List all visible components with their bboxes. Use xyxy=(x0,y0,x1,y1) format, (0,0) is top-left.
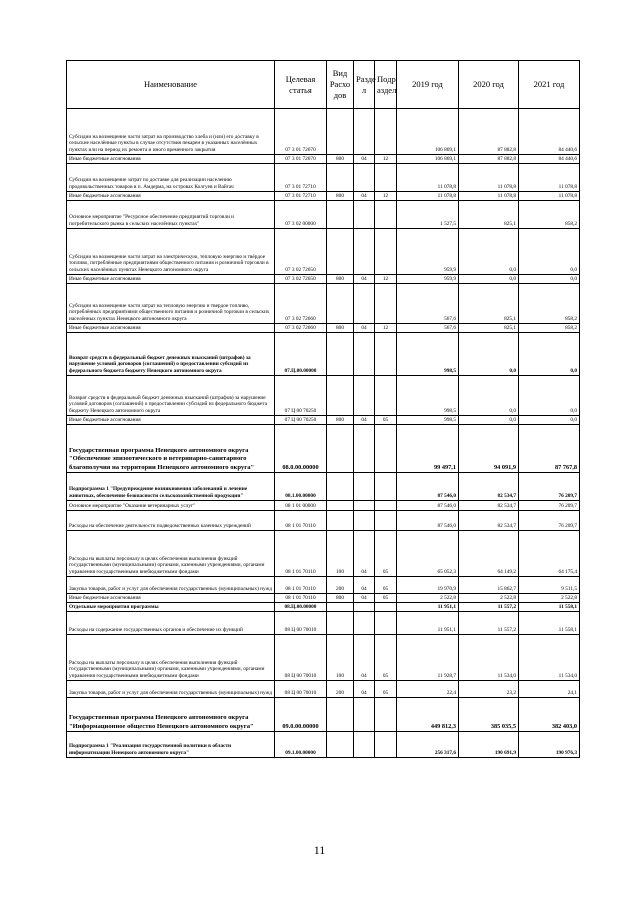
cell-2021: 0,0 xyxy=(519,416,580,425)
cell-name: Расходы на обеспечение деятельности подведомственных казенных учреждений xyxy=(67,511,275,531)
table-row xyxy=(67,681,580,698)
cell-razdel: 04 xyxy=(354,681,375,698)
table-body xyxy=(67,109,580,758)
cell-2021: 84 440,6 xyxy=(519,109,580,155)
cell-vid xyxy=(327,732,354,758)
cell-2020: 11 078,8 xyxy=(459,192,519,201)
col-header-vid: Вид Расхо дов xyxy=(327,61,354,109)
cell-target: 08.1.00.00000 xyxy=(275,473,327,501)
cell-target: 07 3 01 72670 xyxy=(275,155,327,164)
cell-target: 09.0.00.00000 xyxy=(275,698,327,732)
cell-target: 07 Ц 00 70250 xyxy=(275,376,327,416)
cell-2021: 11 558,1 xyxy=(519,612,580,635)
cell-2021: 87 767,8 xyxy=(519,425,580,473)
cell-target: 09.1.00.00000 xyxy=(275,732,327,758)
table-row xyxy=(67,473,580,501)
cell-2020: 0,0 xyxy=(459,376,519,416)
cell-target: 08 1 01 70110 xyxy=(275,531,327,577)
cell-podrazdel: 05 xyxy=(375,635,397,681)
col-header-2020: 2020 год xyxy=(459,61,519,109)
table-row xyxy=(67,416,580,425)
cell-2021: 858,2 xyxy=(519,201,580,229)
cell-vid xyxy=(327,501,354,511)
cell-target: 08 1 01 70110 xyxy=(275,594,327,603)
cell-target: 07 3 01 72670 xyxy=(275,109,327,155)
cell-2020: 190 691,9 xyxy=(459,732,519,758)
cell-target: 07 3 02 72660 xyxy=(275,284,327,324)
cell-razdel xyxy=(354,229,375,275)
cell-2019: 998,5 xyxy=(397,333,459,376)
col-header-podrazdel: Подр аздел xyxy=(375,61,397,109)
col-header-target: Целевая статья xyxy=(275,61,327,109)
col-header-name: Наименование xyxy=(67,61,275,109)
table-row xyxy=(67,155,580,164)
cell-vid: 800 xyxy=(327,275,354,284)
table-row xyxy=(67,284,580,324)
cell-podrazdel xyxy=(375,612,397,635)
cell-target: 08.0.00.00000 xyxy=(275,425,327,473)
cell-2021: 0,0 xyxy=(519,229,580,275)
cell-razdel: 04 xyxy=(354,192,375,201)
cell-target: 07 3 01 72710 xyxy=(275,164,327,192)
cell-2021: 858,2 xyxy=(519,324,580,333)
cell-razdel xyxy=(354,284,375,324)
cell-vid xyxy=(327,376,354,416)
table-row xyxy=(67,732,580,758)
cell-razdel xyxy=(354,473,375,501)
table-row xyxy=(67,531,580,577)
cell-razdel: 04 xyxy=(354,531,375,577)
cell-target: 07.Ц.00.00000 xyxy=(275,333,327,376)
cell-2019: 959,9 xyxy=(397,229,459,275)
cell-name: Основное мероприятие "Оказание ветеринарных услуг" xyxy=(67,501,275,511)
cell-2020: 11 534,0 xyxy=(459,635,519,681)
cell-2020: 385 035,5 xyxy=(459,698,519,732)
cell-razdel xyxy=(354,732,375,758)
cell-target: 08.Ц.00.00000 xyxy=(275,603,327,612)
cell-vid xyxy=(327,511,354,531)
cell-2019: 19 970,9 xyxy=(397,577,459,594)
table-row xyxy=(67,501,580,511)
cell-name: Субсидии на возмещение затрат по доставке для реализации населению продовольственных товаров в п. Амдерма, на островах Колгуев и Вайгач xyxy=(67,164,275,192)
cell-name: Возврат средств в федеральный бюджет денежных взысканий (штрафов) за нарушение условий договоров (соглашений) о предоставлении субсидий из федерального бюджета бюджету Ненецкого автономного округа xyxy=(67,376,275,416)
table-row xyxy=(67,603,580,612)
cell-2021: 858,2 xyxy=(519,284,580,324)
budget-table xyxy=(66,60,580,758)
cell-2020: 11 557,2 xyxy=(459,603,519,612)
cell-vid: 200 xyxy=(327,577,354,594)
cell-name: Подпрограмма 1 "Предупреждение возникновения заболеваний и лечение животных, обеспечение безопасности сельскохозяйственной продукции" xyxy=(67,473,275,501)
cell-2019: 106 869,1 xyxy=(397,155,459,164)
cell-razdel: 04 xyxy=(354,155,375,164)
cell-2020: 0,0 xyxy=(459,275,519,284)
cell-name: Иные бюджетные ассигнования xyxy=(67,155,275,164)
cell-podrazdel xyxy=(375,109,397,155)
cell-podrazdel xyxy=(375,333,397,376)
cell-razdel xyxy=(354,201,375,229)
cell-2019: 449 812,3 xyxy=(397,698,459,732)
cell-2019: 1 527,5 xyxy=(397,201,459,229)
cell-2020: 64 149,2 xyxy=(459,531,519,577)
cell-name: Расходы на содержание государственных органов и обеспечение их функций xyxy=(67,612,275,635)
cell-podrazdel xyxy=(375,376,397,416)
cell-razdel xyxy=(354,501,375,511)
cell-name: Государственная программа Ненецкого автономного округа "Информационное общество Ненецкого автономного округа" xyxy=(67,698,275,732)
cell-razdel xyxy=(354,612,375,635)
table-row xyxy=(67,324,580,333)
cell-vid xyxy=(327,425,354,473)
cell-2020: 87 882,8 xyxy=(459,155,519,164)
cell-target: 07 3 02 72650 xyxy=(275,229,327,275)
table-row xyxy=(67,425,580,473)
cell-podrazdel xyxy=(375,425,397,473)
cell-podrazdel xyxy=(375,501,397,511)
cell-target: 08 Ц 00 70010 xyxy=(275,681,327,698)
cell-2020: 825,1 xyxy=(459,324,519,333)
cell-vid xyxy=(327,612,354,635)
cell-name: Возврат средств в федеральный бюджет денежных взысканий (штрафов) за нарушение условий договоров (соглашений) о предоставлении субсидий из федерального бюджета бюджету Ненецкого автономного округа xyxy=(67,333,275,376)
cell-podrazdel: 05 xyxy=(375,577,397,594)
cell-podrazdel xyxy=(375,164,397,192)
cell-vid xyxy=(327,333,354,376)
cell-name: Расходы на выплаты персоналу в целях обеспечения выполнения функций государственными (муниципальными) органами, казенными учреждениями, органами управления государственными внебюджетными фондами xyxy=(67,635,275,681)
cell-name: Иные бюджетные ассигнования xyxy=(67,192,275,201)
cell-2021: 64 175,4 xyxy=(519,531,580,577)
cell-target: 07 3 01 72710 xyxy=(275,192,327,201)
table-row xyxy=(67,612,580,635)
cell-vid: 100 xyxy=(327,635,354,681)
table-row xyxy=(67,511,580,531)
cell-vid: 100 xyxy=(327,531,354,577)
cell-razdel: 04 xyxy=(354,577,375,594)
cell-vid xyxy=(327,229,354,275)
cell-2020: 0,0 xyxy=(459,333,519,376)
cell-2021: 11 078,8 xyxy=(519,192,580,201)
cell-target: 07 3 02 72660 xyxy=(275,324,327,333)
cell-target: 08 1 01 00000 xyxy=(275,501,327,511)
table-row xyxy=(67,109,580,155)
cell-razdel: 04 xyxy=(354,275,375,284)
cell-vid: 800 xyxy=(327,324,354,333)
col-header-2019: 2019 год xyxy=(397,61,459,109)
cell-2019: 87 546,0 xyxy=(397,511,459,531)
col-header-2021: 2021 год xyxy=(519,61,580,109)
cell-podrazdel: 12 xyxy=(375,192,397,201)
cell-2019: 87 546,0 xyxy=(397,501,459,511)
cell-podrazdel: 12 xyxy=(375,275,397,284)
table-row xyxy=(67,164,580,192)
cell-razdel xyxy=(354,376,375,416)
cell-razdel xyxy=(354,603,375,612)
cell-razdel: 04 xyxy=(354,324,375,333)
cell-vid xyxy=(327,473,354,501)
cell-podrazdel: 05 xyxy=(375,531,397,577)
table-row xyxy=(67,577,580,594)
cell-2019: 959,9 xyxy=(397,275,459,284)
cell-2020: 2 522,8 xyxy=(459,594,519,603)
cell-razdel xyxy=(354,164,375,192)
cell-target: 07 3 02 72650 xyxy=(275,275,327,284)
cell-vid xyxy=(327,164,354,192)
cell-razdel xyxy=(354,698,375,732)
cell-name: Расходы на выплаты персоналу в целях обеспечения выполнения функций государственными (муниципальными) органами, казенными учреждениями, органами управления государственными внебюджетными фондами xyxy=(67,531,275,577)
cell-vid: 800 xyxy=(327,416,354,425)
cell-razdel xyxy=(354,425,375,473)
cell-name: Иные бюджетные ассигнования xyxy=(67,324,275,333)
cell-2019: 11 951,1 xyxy=(397,612,459,635)
table-row xyxy=(67,229,580,275)
cell-podrazdel xyxy=(375,284,397,324)
cell-2020: 11 557,2 xyxy=(459,612,519,635)
cell-2020: 825,1 xyxy=(459,284,519,324)
col-header-razdel: Разде л xyxy=(354,61,375,109)
cell-2020: 82 534,7 xyxy=(459,501,519,511)
table-row xyxy=(67,376,580,416)
cell-vid: 800 xyxy=(327,192,354,201)
table-row xyxy=(67,201,580,229)
page-number: 11 xyxy=(313,843,326,857)
cell-name: Основное мероприятие "Ресурсное обеспечение предприятий торговли и потребительского рынка в сельских населённых пунктах" xyxy=(67,201,275,229)
cell-2020: 0,0 xyxy=(459,416,519,425)
table-row xyxy=(67,333,580,376)
cell-vid xyxy=(327,284,354,324)
cell-razdel xyxy=(354,333,375,376)
cell-podrazdel: 12 xyxy=(375,324,397,333)
cell-2021: 190 976,3 xyxy=(519,732,580,758)
cell-vid: 200 xyxy=(327,681,354,698)
cell-target: 07 3 02 00000 xyxy=(275,201,327,229)
table-row xyxy=(67,635,580,681)
cell-razdel: 04 xyxy=(354,416,375,425)
cell-name: Субсидии на возмещение части затрат на производство хлеба и (или) его доставку в сельские населённые пункты в случае отсутствия пекарен в указанных населённых пунктах или на период их ремонта и иного временного закрытия xyxy=(67,109,275,155)
cell-2019: 2 522,8 xyxy=(397,594,459,603)
cell-podrazdel xyxy=(375,201,397,229)
cell-razdel: 04 xyxy=(354,635,375,681)
cell-2020: 82 534,7 xyxy=(459,511,519,531)
cell-name: Отдельные мероприятия программы xyxy=(67,603,275,612)
cell-2019: 22,4 xyxy=(397,681,459,698)
cell-2019: 11 951,1 xyxy=(397,603,459,612)
table-row xyxy=(67,275,580,284)
cell-name: Иные бюджетные ассигнования xyxy=(67,275,275,284)
cell-2021: 76 209,7 xyxy=(519,473,580,501)
cell-2021: 11 558,1 xyxy=(519,603,580,612)
cell-target: 07 Ц 00 70250 xyxy=(275,416,327,425)
table-row xyxy=(67,594,580,603)
cell-2021: 0,0 xyxy=(519,376,580,416)
header-row xyxy=(67,61,580,109)
cell-razdel xyxy=(354,511,375,531)
cell-target: 08 1 01 70110 xyxy=(275,577,327,594)
cell-2019: 11 078,8 xyxy=(397,192,459,201)
cell-name: Субсидии на возмещение части затрат на электрическую, тепловую энергию и твёрдое топливо, потреблённые предприятиями общественного питания и розничной торговли в сельских населённых пунктах Ненецкого автономного округа xyxy=(67,229,275,275)
cell-2021: 84 440,6 xyxy=(519,155,580,164)
cell-2019: 87 546,0 xyxy=(397,473,459,501)
cell-podrazdel: 05 xyxy=(375,681,397,698)
cell-2019: 65 052,3 xyxy=(397,531,459,577)
cell-2019: 106 869,1 xyxy=(397,109,459,155)
cell-vid xyxy=(327,603,354,612)
cell-2021: 11 534,0 xyxy=(519,635,580,681)
cell-name: Подпрограмма 1 "Реализация государственной политики в области информатизации Ненецкого автономного округа" xyxy=(67,732,275,758)
cell-name: Государственная программа Ненецкого автономного округа "Обеспечение эпизоотического и ветеринарно-санитарного благополучия на территории Ненецкого автономного округа" xyxy=(67,425,275,473)
cell-razdel: 04 xyxy=(354,594,375,603)
cell-vid: 800 xyxy=(327,155,354,164)
cell-name: Закупка товаров, работ и услуг для обеспечения государственных (муниципальных) нужд xyxy=(67,681,275,698)
cell-name: Субсидии на возмещение части затрат на тепловую энергию и твердое топливо, потреблённых предприятиями общественного питания и розничной торговли в сельских населённых пунктах Ненецкого автономного округа xyxy=(67,284,275,324)
cell-2021: 9 511,5 xyxy=(519,577,580,594)
cell-2020: 15 862,7 xyxy=(459,577,519,594)
cell-2020: 23,2 xyxy=(459,681,519,698)
cell-2021: 76 209,7 xyxy=(519,501,580,511)
cell-2020: 11 078,8 xyxy=(459,164,519,192)
cell-2021: 382 403,0 xyxy=(519,698,580,732)
cell-2021: 0,0 xyxy=(519,275,580,284)
cell-2019: 998,5 xyxy=(397,376,459,416)
cell-2020: 87 882,8 xyxy=(459,109,519,155)
cell-2019: 11 928,7 xyxy=(397,635,459,681)
cell-razdel xyxy=(354,109,375,155)
cell-podrazdel: 12 xyxy=(375,155,397,164)
cell-name: Иные бюджетные ассигнования xyxy=(67,416,275,425)
cell-name: Закупка товаров, работ и услуг для обеспечения государственных (муниципальных) нужд xyxy=(67,577,275,594)
cell-vid xyxy=(327,109,354,155)
cell-2020: 0,0 xyxy=(459,229,519,275)
table-row xyxy=(67,698,580,732)
cell-2019: 11 078,8 xyxy=(397,164,459,192)
cell-podrazdel xyxy=(375,698,397,732)
cell-podrazdel xyxy=(375,473,397,501)
cell-name: Иные бюджетные ассигнования xyxy=(67,594,275,603)
cell-target: 08 Ц 00 70010 xyxy=(275,612,327,635)
cell-2021: 2 522,8 xyxy=(519,594,580,603)
cell-2019: 256 317,6 xyxy=(397,732,459,758)
cell-target: 08 1 01 70110 xyxy=(275,511,327,531)
cell-2021: 76 209,7 xyxy=(519,511,580,531)
cell-podrazdel xyxy=(375,229,397,275)
cell-podrazdel: 05 xyxy=(375,594,397,603)
cell-podrazdel xyxy=(375,511,397,531)
cell-2019: 99 497,1 xyxy=(397,425,459,473)
cell-2019: 567,6 xyxy=(397,324,459,333)
cell-2020: 94 091,9 xyxy=(459,425,519,473)
cell-podrazdel xyxy=(375,603,397,612)
cell-2020: 825,1 xyxy=(459,201,519,229)
cell-podrazdel: 05 xyxy=(375,416,397,425)
table-row xyxy=(67,192,580,201)
cell-target: 08 Ц 00 70010 xyxy=(275,635,327,681)
cell-2021: 24,1 xyxy=(519,681,580,698)
cell-2019: 567,6 xyxy=(397,284,459,324)
cell-vid: 800 xyxy=(327,594,354,603)
cell-vid xyxy=(327,698,354,732)
cell-2019: 998,5 xyxy=(397,416,459,425)
cell-2020: 82 534,7 xyxy=(459,473,519,501)
cell-vid xyxy=(327,201,354,229)
cell-2021: 11 078,8 xyxy=(519,164,580,192)
cell-2021: 0,0 xyxy=(519,333,580,376)
cell-podrazdel xyxy=(375,732,397,758)
